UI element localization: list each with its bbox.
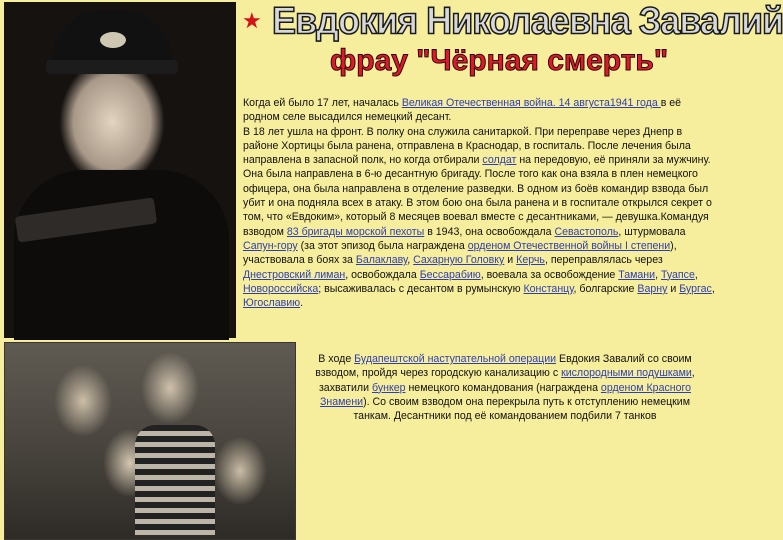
link-burgas[interactable]: Бургас [679,282,712,295]
page-title: Евдокия Николаевна Завалий [272,0,783,42]
bio-text: и [667,282,680,295]
link-sevastopol[interactable]: Севастополь [554,225,619,238]
link-bunker[interactable]: бункер [371,381,406,394]
link-order-patriotic-war[interactable]: орденом Отечественной войны I степени [467,239,671,252]
link-kerch[interactable]: Керчь [516,254,545,267]
link-dniester-estuary[interactable]: Днестровский лиман [243,268,346,281]
bio-text: в 1943, она освобождала [424,225,555,238]
bio-text: , болгарские [573,282,638,295]
photo-striped-shirt [135,425,215,535]
bio-text: , освобождала [345,268,420,281]
budapest-text: , захватили [318,367,695,394]
bio-text: ; высаживалась с десантом в румынскую [318,282,524,295]
link-taman[interactable]: Тамани [618,268,656,281]
link-constanta[interactable]: Констанцу [523,282,574,295]
red-star-icon: ★ [242,8,262,33]
bio-text: , [407,254,414,267]
link-order-red-banner[interactable]: орденом Красного Знамени [320,381,692,408]
biography-text [243,96,717,310]
budapest-text: Евдокия Завалий со своим взводом, пройдя через городскую канализацию с [315,353,692,380]
link-yugoslavia[interactable]: Югославию [243,297,301,310]
bio-text: на передовую, её приняли за мужчину. Она была направлена в 6-ю десантную бригаду. После того как она взяла в плен немецкого офицера, она была направлена в отделение разведки. В одном из боёв командир взвода был убит и она подняла всех в атаку. В этом бою она была ранена и в госпитале открылся секрет о том, что «Евдоким», который 8 месяцев воевал вместе с десантниками, — девушка.Командуя взводом [243,154,712,238]
portrait-photo [4,2,236,338]
bio-paragraph-1 [243,96,717,125]
link-tuapse[interactable]: Туапсе [660,268,695,281]
bio-text: . [300,297,304,310]
link-varna[interactable]: Варну [637,282,668,295]
page-subtitle: фрау "Чёрная смерть" [330,44,669,77]
link-sakharnaya-golovka[interactable]: Сахарную Головку [413,254,505,267]
link-budapest-operation[interactable]: Будапештской наступательной операции [354,353,557,365]
link-sapun-gora[interactable]: Сапун-гору [243,239,298,252]
link-soldier[interactable]: солдат [482,154,517,167]
bio-text: , [694,268,698,281]
bio-text: в её родном селе высадился немецкий десант. [243,97,682,124]
budapest-text: ). Со своим взводом она перекрыла путь к отступлению немецким танкам. Десантники под её командованием подбили 7 танков [353,395,690,423]
bio-text: В 18 лет ушла на фронт. В полку она служила санитаркой. При переправе через Днепр в районе Хортицы была ранена, отправлена в Краснодар, в госпиталь. После лечения была направлена в запасной полк, но когда отбирали [243,125,691,167]
link-oxygen-pillows[interactable]: кислородными подушками [561,367,692,380]
link-great-patriotic-war[interactable]: Великая Отечественная война. 14 августа1941 года [401,97,661,109]
bio-text: , [711,282,715,295]
photo-coat [14,170,229,340]
photo-cap-badge [100,32,126,48]
bio-text: , штурмовала [618,225,686,238]
link-bessarabia[interactable]: Бессарабию [419,268,481,281]
photo-cap-band [46,60,178,74]
link-novorossiysk[interactable]: Новороссийска [243,282,319,295]
bio-text: , [655,268,661,281]
bio-text: (за этот эпизод была награждена [297,239,468,252]
budapest-text: В ходе [318,353,355,365]
bio-paragraph-2 [243,125,717,311]
link-balaklava[interactable]: Балаклаву [355,254,408,267]
bio-text: , воевала за освобождение [480,268,619,281]
link-83-brigade[interactable]: 83 бригады морской пехоты [286,225,425,238]
bio-text: , переправлялась через [544,254,663,267]
group-photo [4,342,296,540]
bio-text: и [504,254,517,267]
budapest-operation-text [300,352,710,423]
budapest-text: немецкого командования (награждена [405,381,601,394]
bio-text: ), участвовала в боях за [243,239,677,267]
bio-text: Когда ей было 17 лет, началась [243,97,402,109]
